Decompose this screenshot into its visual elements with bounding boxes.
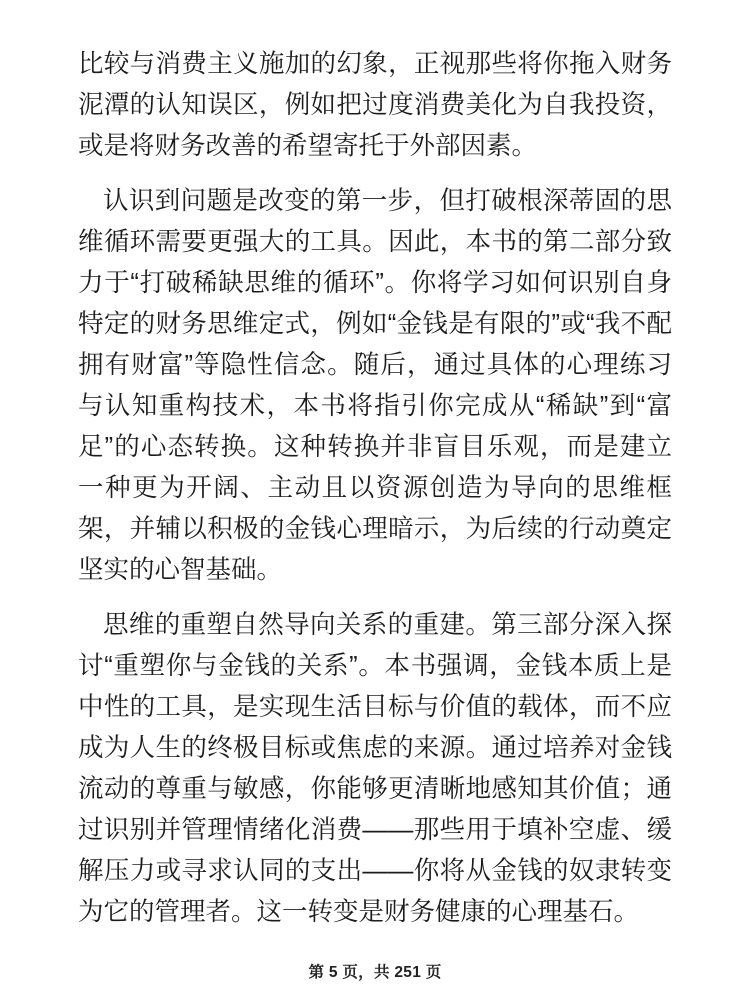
paragraph: 思维的重塑自然导向关系的重建。第三部分深入探讨“重塑你与金钱的关系”。本书强调，金钱本质上是中性的工具，是实现生活目标与价值的载体，而不应成为人生的终极目标或焦虑的来源。通过培养对金钱流动的尊重与敏感，你能够更清晰地感知其价值；通过识别并管理情绪化消费——那些用于填补空虚、缓解压力或寻求认同的支出——你将从金钱的奴隶转变为它的管理者。这一转变是财务健康的心理基石。 <box>78 611 672 926</box>
paragraph: 认识到问题是改变的第一步，但打破根深蒂固的思维循环需要更强大的工具。因此，本书的第二部分致力于“打破稀缺思维的循环”。你将学习如何识别自身特定的财务思维定式，例如“金钱是有限的”或“我不配拥有财富”等隐性信念。随后，通过具体的心理练习与认知重构技术，本书将指引你完成从“稀缺”到“富足”的心态转换。这种转换并非盲目乐观，而是建立一种更为开阔、主动且以资源创造为导向的思维框架，并辅以积极的金钱心理暗示，为后续的行动奠定坚实的心智基础。 <box>78 187 672 584</box>
page-body <box>78 44 672 933</box>
page-footer: 第 5 页，共 251 页 <box>308 964 442 981</box>
paragraph: 比较与消费主义施加的幻象，正视那些将你拖入财务泥潭的认知误区，例如把过度消费美化为自我投资，或是将财务改善的希望寄托于外部因素。 <box>78 50 672 160</box>
